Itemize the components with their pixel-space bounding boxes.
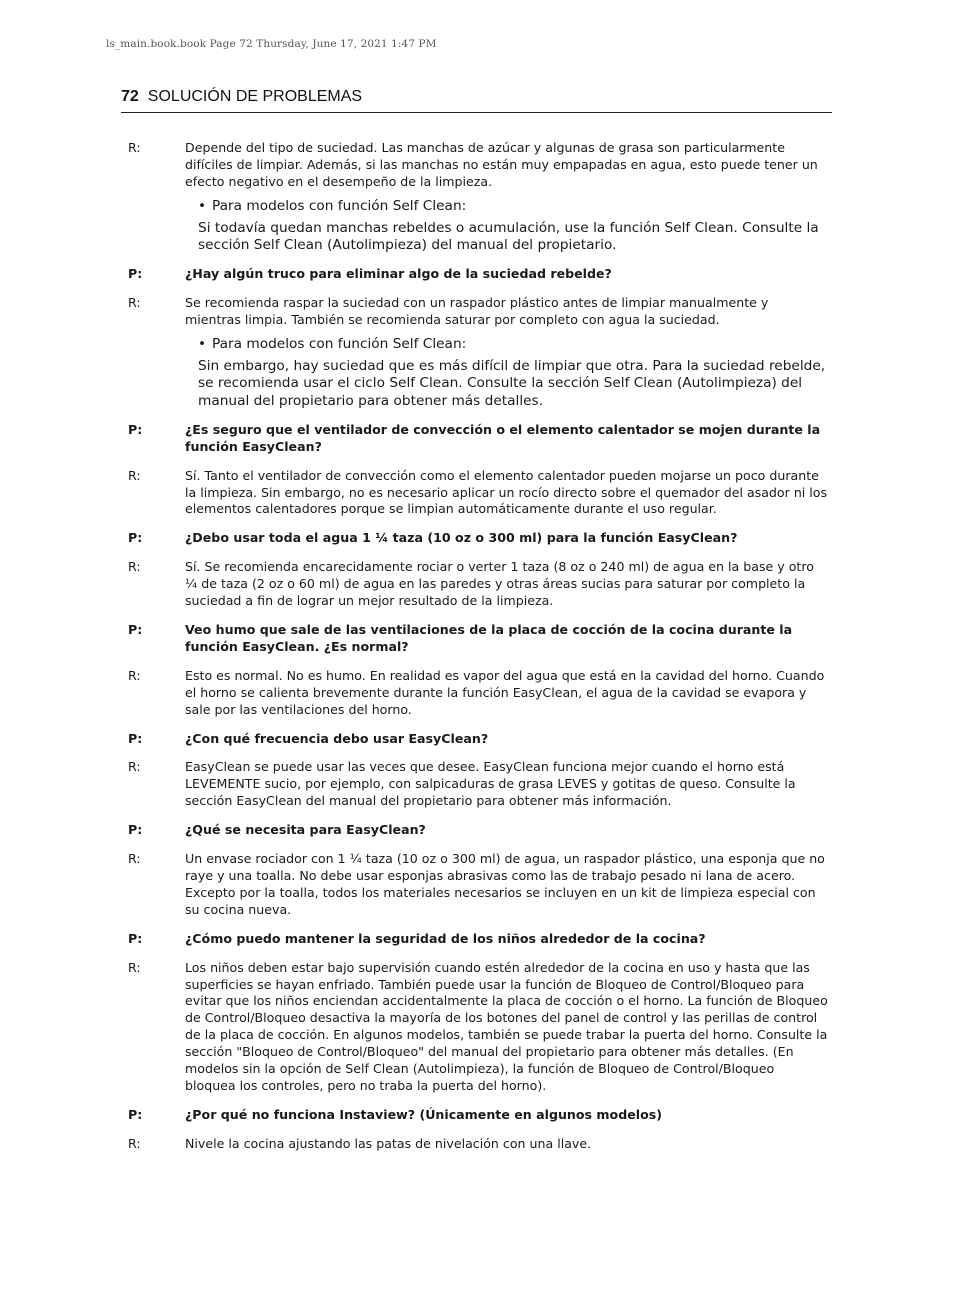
answer-label: R: (128, 667, 141, 683)
answer-entry (128, 668, 828, 719)
answer-label: R: (128, 467, 141, 483)
bullet-icon: • (198, 336, 207, 353)
answer-entry (128, 851, 828, 919)
answer-text: Depende del tipo de suciedad. Las manchas de azúcar y algunas de grasa son particularmente difíciles de limpiar. Además, si las manchas no están muy empapadas en agua, esto puede tener un efecto negativo en el desempeño de la limpieza. (185, 140, 818, 189)
answer-entry (128, 468, 828, 519)
section-title: SOLUCIÓN DE PROBLEMAS (147, 88, 363, 105)
question-entry (128, 422, 828, 456)
question-entry (128, 622, 828, 656)
question-label: P: (128, 930, 143, 946)
question-entry (128, 731, 828, 748)
question-entry (128, 266, 828, 283)
sub-detail-text: Si todavía quedan manchas rebeldes o acumulación, use la función Self Clean. Consulte la sección Self Clean (Autolimpieza) del manual del propietario. (198, 219, 819, 254)
sub-detail-text: Sin embargo, hay suciedad que es más difícil de limpiar que otra. Para la suciedad rebelde, se recomienda usar el ciclo Self Clean. Consulte la sección Self Clean (Autolimpieza) del manual del propietario para obtener más detalles. (198, 358, 826, 409)
answer-text: Se recomienda raspar la suciedad con un raspador plástico antes de limpiar manualmente y mientras limpia. También se recomienda saturar por completo con agua la suciedad. (185, 295, 769, 328)
question-text: Veo humo que sale de las ventilaciones de la placa de cocción de la cocina durante la función EasyClean. ¿Es normal? (185, 622, 793, 654)
sub-bullet-text: Para modelos con función Self Clean: (212, 336, 467, 353)
answer-entry (128, 1136, 828, 1153)
answer-text: Nivele la cocina ajustando las patas de nivelación con una llave. (185, 1135, 592, 1151)
faq-content (128, 140, 828, 1165)
sub-bullet-text: Para modelos con función Self Clean: (212, 197, 467, 214)
answer-entry (128, 960, 828, 1095)
answer-entry (128, 759, 828, 810)
question-text: ¿Qué se necesita para EasyClean? (185, 822, 426, 838)
question-entry (128, 1107, 828, 1124)
answer-entry (128, 295, 828, 410)
answer-label: R: (128, 140, 141, 155)
question-label: P: (128, 266, 143, 282)
question-label: P: (128, 1106, 143, 1122)
answer-text: Los niños deben estar bajo supervisión cuando estén alrededor de la cocina en uso y hasta que las superficies se hayan enfriado. También puede usar la función de Bloqueo de Control/Bloqueo para evitar que los niños enciendan accidentalmente la placa de cocción o el horno. La función de Bloqueo de Control/Bloqueo desactiva la mayoría de los botones del panel de control y las perillas de control de la placa de cocción. En algunos modelos, también se puede trabar la puerta del horno. Consulte la sección "Bloqueo de Control/Bloqueo" del manual del propietario para obtener más detalles. (En modelos sin la opción de Self Clean (Autolimpieza), la función de Bloqueo de Control/Bloqueo bloquea los controles, pero no traba la puerta del horno). (185, 959, 828, 1093)
question-label: P: (128, 421, 143, 437)
question-entry (128, 822, 828, 839)
page-header (121, 88, 832, 113)
answer-label: R: (128, 851, 141, 867)
question-text: ¿Debo usar toda el agua 1 ¼ taza (10 oz o 300 ml) para la función EasyClean? (185, 530, 738, 546)
answer-label: R: (128, 1135, 141, 1151)
answer-entry (128, 559, 828, 610)
question-text: ¿Hay algún truco para eliminar algo de la suciedad rebelde? (185, 266, 612, 282)
question-label: P: (128, 530, 143, 546)
question-entry (128, 530, 828, 547)
question-text: ¿Cómo puedo mantener la seguridad de los niños alrededor de la cocina? (185, 930, 706, 946)
question-entry (128, 931, 828, 948)
print-info-line: ls_main.book.book Page 72 Thursday, June 17, 2021 1:47 PM (106, 38, 437, 50)
answer-entry (128, 140, 828, 254)
question-label: P: (128, 822, 143, 838)
question-text: ¿Es seguro que el ventilador de convección o el elemento calentador se mojen durante la función EasyClean? (185, 421, 821, 454)
bullet-icon: • (198, 197, 207, 214)
answer-label: R: (128, 959, 141, 975)
answer-text: Sí. Se recomienda encarecidamente rociar o verter 1 taza (8 oz o 240 ml) de agua en la base y otro ¼ de taza (2 oz o 60 ml) de agua en las paredes y otras áreas sucias para saturar por completo la suciedad a fin de lograr un mejor resultado de la limpieza. (185, 559, 814, 609)
answer-text: Un envase rociador con 1 ¼ taza (10 oz o 300 ml) de agua, un raspador plástico, una esponja que no raye y una toalla. No debe usar esponjas abrasivas como las de trabajo pesado ni lana de acero. Excepto por la toalla, todos los materiales necesarios se incluyen en un kit de limpieza especial con su cocina nueva. (185, 851, 825, 917)
question-text: ¿Por qué no funciona Instaview? (Únicamente en algunos modelos) (185, 1106, 662, 1122)
page-number: 72 (121, 88, 139, 105)
answer-text: EasyClean se puede usar las veces que desee. EasyClean funciona mejor cuando el horno está LEVEMENTE sucio, por ejemplo, con salpicaduras de grasa LEVES y gotitas de queso. Consulte la sección EasyClean del manual del propietario para obtener más información. (185, 759, 796, 809)
answer-text: Sí. Tanto el ventilador de convección como el elemento calentador pueden mojarse un poco durante la limpieza. Sin embargo, no es necesario aplicar un rocío directo sobre el quemador del asador ni los elementos calentadores porque se limpian automáticamente durante el uso regular. (185, 467, 828, 517)
sub-note (198, 198, 828, 255)
answer-label: R: (128, 295, 141, 311)
question-label: P: (128, 730, 143, 746)
question-label: P: (128, 622, 143, 638)
answer-text: Esto es normal. No es humo. En realidad es vapor del agua que está en la cavidad del horno. Cuando el horno se calienta brevemente durante la función EasyClean, el agua de la cavidad se evapora y sale por las ventilaciones del horno. (185, 667, 825, 717)
answer-label: R: (128, 559, 141, 575)
answer-label: R: (128, 759, 141, 775)
sub-note (198, 336, 828, 410)
question-text: ¿Con qué frecuencia debo usar EasyClean? (185, 730, 489, 746)
